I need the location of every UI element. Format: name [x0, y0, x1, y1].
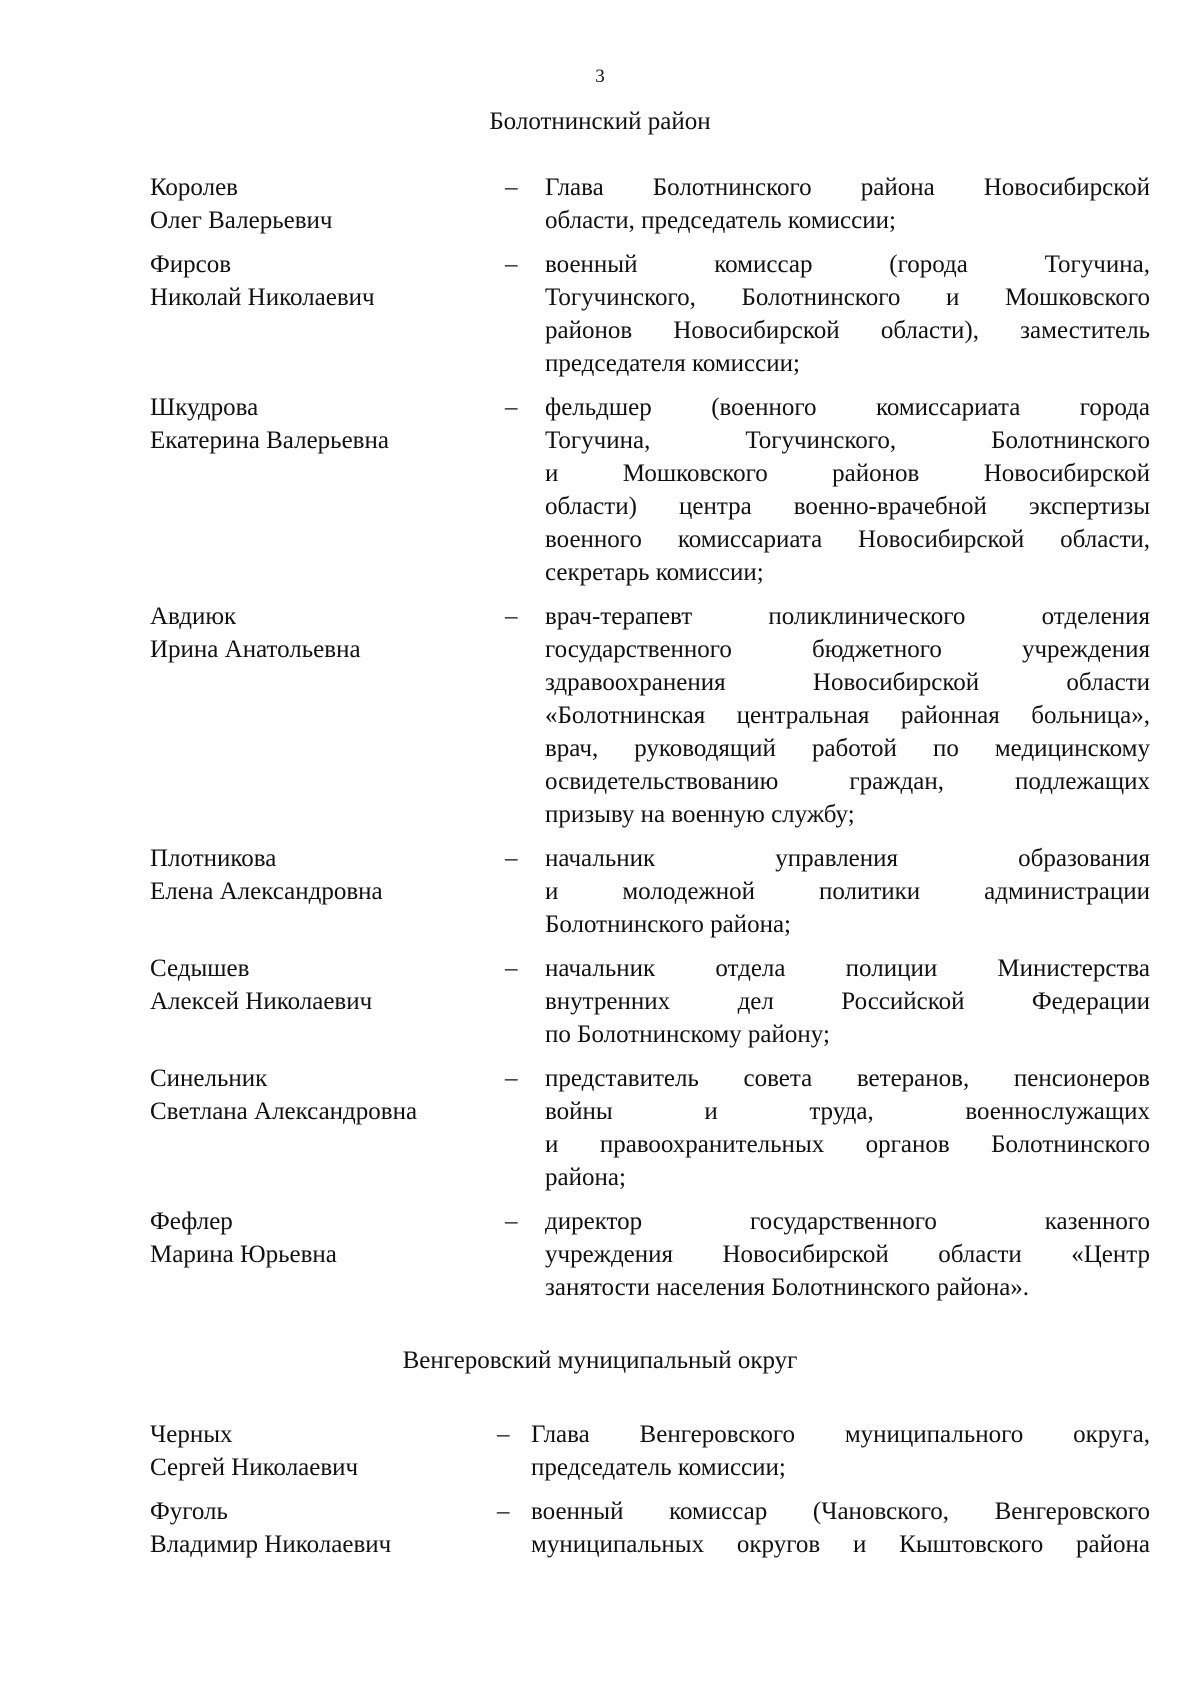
member-entry	[150, 248, 1150, 380]
member-name: Черных Сергей Николаевич	[150, 1421, 359, 1481]
member-position: представитель совета ветеранов, пенсионеров войны и труда, военнослужащих и правоохранительных органов Болотнинского района;	[545, 1065, 1150, 1191]
member-entry	[150, 1062, 1150, 1194]
member-name: Фефлер Марина Юрьевна	[150, 1208, 337, 1268]
member-position: фельдшер (военного комиссариата города Тогучина, Тогучинского, Болотнинского и Мошковского районов Новосибирской области) центра военно-врачебной экспертизы военного комиссариата Новосибирской области, секретарь комиссии;	[545, 394, 1150, 586]
dash-separator: –	[505, 955, 518, 982]
member-position: военный комиссар (Чановского, Венгеровского муниципальных округов и Кыштовского района	[531, 1498, 1150, 1558]
member-name: Авдиюк Ирина Анатольевна	[150, 603, 361, 663]
dash-separator: –	[505, 394, 518, 421]
section-title-vengerovsky: Венгеровский муниципальный округ	[402, 1347, 798, 1374]
member-name: Седышев Алексей Николаевич	[150, 955, 373, 1015]
member-entry	[150, 1418, 1150, 1484]
member-list-bolotninsky	[150, 171, 1150, 1304]
member-entry	[150, 1205, 1150, 1304]
member-position: Глава Болотнинского района Новосибирской области, председатель комиссии;	[545, 174, 1150, 234]
member-name: Шкудрова Екатерина Валерьевна	[150, 394, 389, 454]
dash-separator: –	[497, 1498, 510, 1525]
page-number: 3	[595, 66, 605, 87]
member-list-vengerovsky	[150, 1418, 1150, 1561]
member-entry	[150, 600, 1150, 831]
member-entry	[150, 171, 1150, 237]
dash-separator: –	[505, 1208, 518, 1235]
dash-separator: –	[497, 1421, 510, 1448]
member-position: врач-терапевт поликлинического отделения государственного бюджетного учреждения здравоохранения Новосибирской области «Болотнинская центральная районная больница», врач, руководящий работой по медицинскому освидетельствованию граждан, подлежащих призыву на военную службу;	[545, 603, 1150, 828]
dash-separator: –	[505, 845, 518, 872]
member-entry	[150, 842, 1150, 941]
dash-separator: –	[505, 603, 518, 630]
dash-separator: –	[505, 174, 518, 201]
dash-separator: –	[505, 251, 518, 278]
member-position: начальник отдела полиции Министерства внутренних дел Российской Федерации по Болотнинскому району;	[545, 955, 1150, 1048]
member-name: Фирсов Николай Николаевич	[150, 251, 375, 311]
member-name: Королев Олег Валерьевич	[150, 174, 333, 234]
section-title-bolotninsky: Болотнинский район	[489, 108, 711, 135]
member-position: военный комиссар (города Тогучина, Тогучинского, Болотнинского и Мошковского районов Новосибирской области), заместитель председателя комиссии;	[545, 251, 1150, 377]
member-entry	[150, 1495, 1150, 1561]
member-position: директор государственного казенного учреждения Новосибирской области «Центр занятости населения Болотнинского района».	[545, 1208, 1150, 1301]
member-entry	[150, 952, 1150, 1051]
member-position: Глава Венгеровского муниципального округа, председатель комиссии;	[531, 1421, 1150, 1481]
member-position: начальник управления образования и молодежной политики администрации Болотнинского района;	[545, 845, 1150, 938]
member-name: Фуголь Владимир Николаевич	[150, 1498, 392, 1558]
member-name: Синельник Светлана Александровна	[150, 1065, 418, 1125]
member-entry	[150, 391, 1150, 589]
member-name: Плотникова Елена Александровна	[150, 845, 383, 905]
dash-separator: –	[505, 1065, 518, 1092]
